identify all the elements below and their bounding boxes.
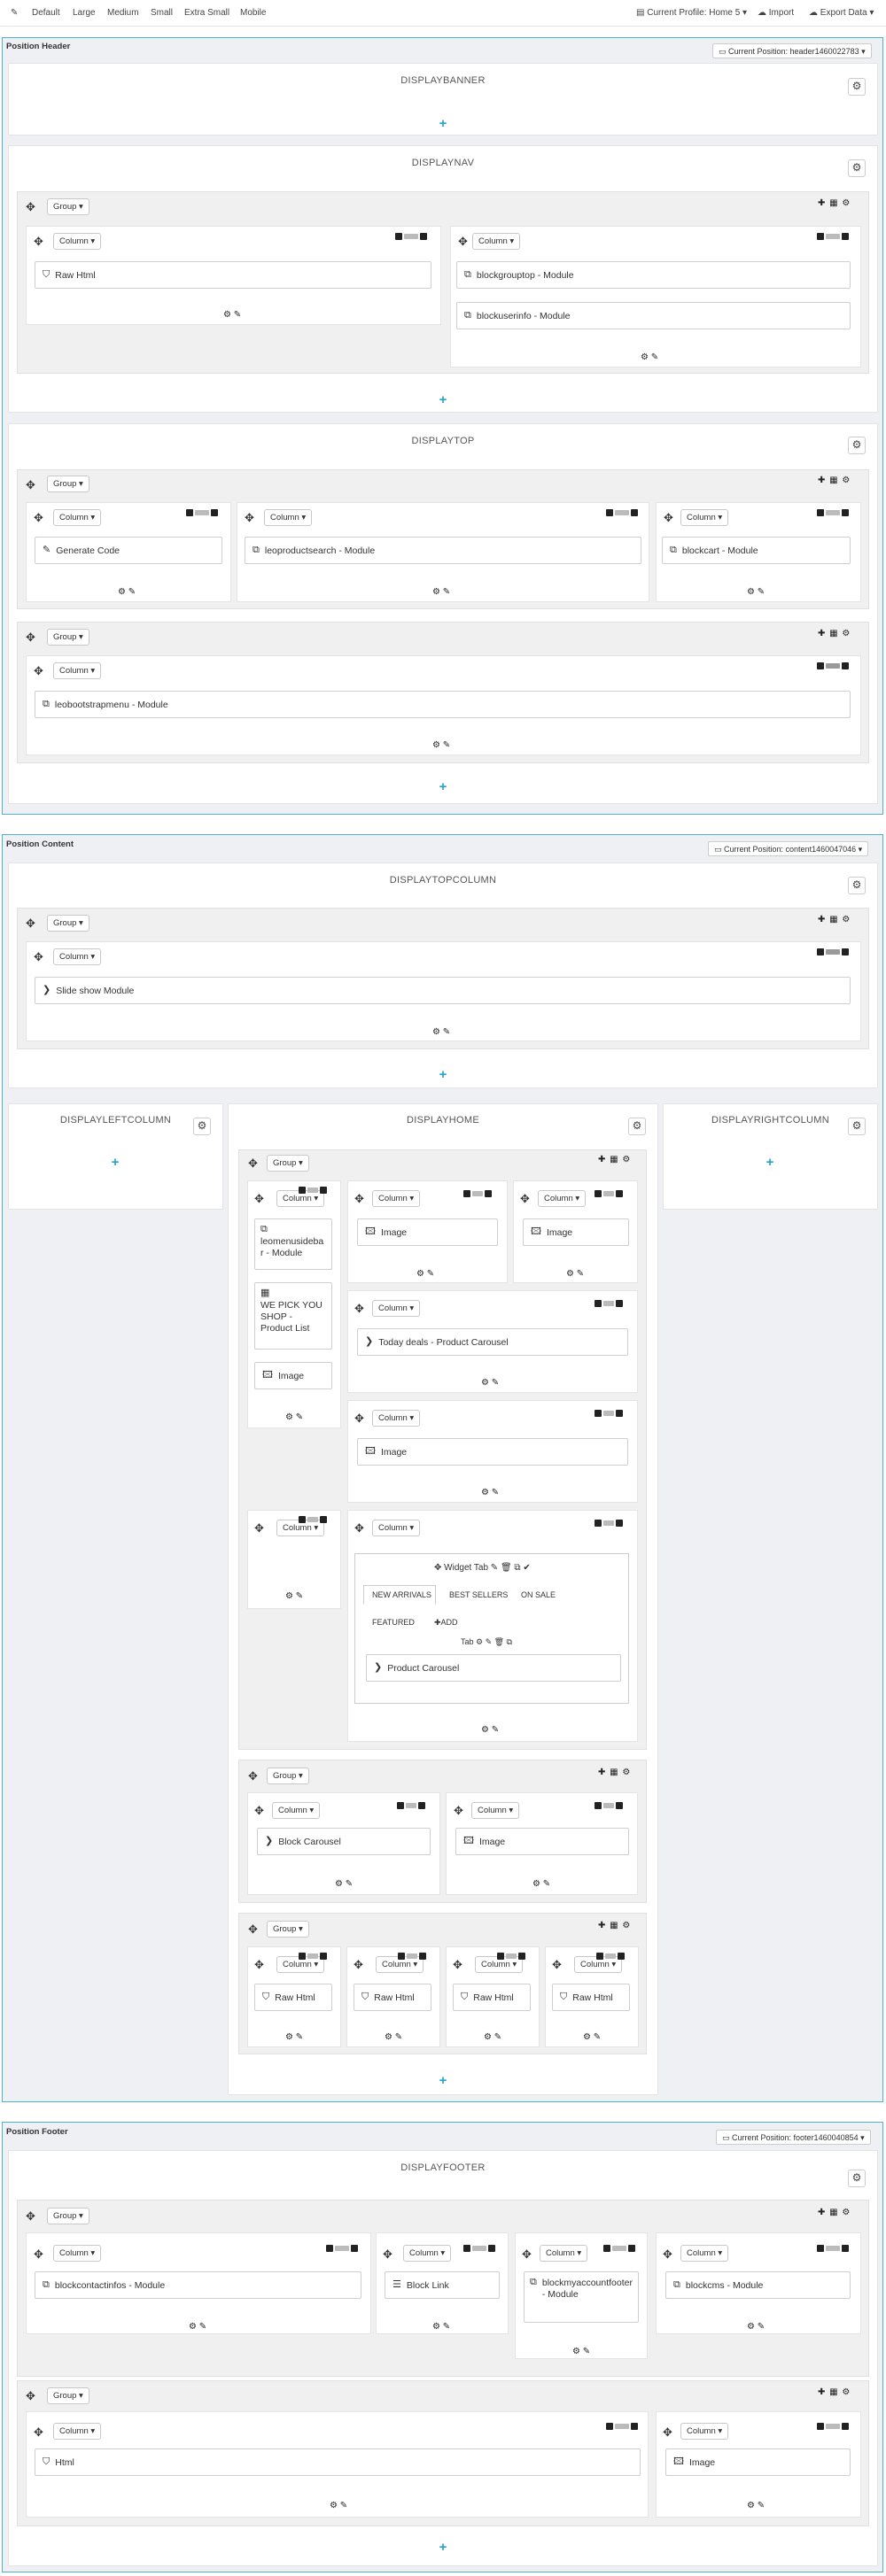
move-icon[interactable]: ✥	[26, 630, 35, 644]
move-icon[interactable]: ✥	[453, 1958, 462, 1971]
hook-title: DISPLAYTOP	[411, 436, 475, 446]
move-icon[interactable]: ✥	[354, 1521, 364, 1535]
group-dropdown[interactable]: Group ▾	[47, 2208, 89, 2224]
column-dropdown[interactable]: Column ▾	[53, 2423, 101, 2440]
html5-icon: ⛉	[461, 1992, 469, 2002]
column-size-tools[interactable]	[595, 1802, 623, 1809]
column-size-tools[interactable]	[603, 2245, 635, 2252]
tab-new-arrivals-label: NEW ARRIVALS	[372, 1590, 431, 1599]
column-size-tools[interactable]	[595, 1410, 623, 1417]
column-dropdown[interactable]: Column ▾	[475, 1956, 523, 1973]
grid-icon: ▦	[260, 1288, 270, 1298]
group-dropdown[interactable]: Group ▾	[47, 198, 89, 215]
group-dropdown[interactable]: Group ▾	[47, 915, 89, 932]
column-size-tools[interactable]	[395, 233, 427, 240]
column-actions-icons[interactable]: ⚙ ✎	[432, 587, 451, 597]
add-group-plus-icon[interactable]: +	[766, 1155, 774, 1170]
edit-icon[interactable]: ✎	[11, 8, 19, 18]
move-icon[interactable]: ✥	[26, 917, 35, 930]
column-dropdown[interactable]: Column ▾	[276, 1190, 324, 1207]
widget-image[interactable]: 🖾 Image	[523, 1218, 629, 1246]
group-tools-icons[interactable]: ✚ ▦ ⚙	[598, 1921, 632, 1930]
column-dropdown[interactable]: Column ▾	[264, 509, 312, 526]
add-group-plus-icon[interactable]: +	[439, 116, 447, 131]
widget-module[interactable]: ⧉ leoproductsearch - Module	[245, 537, 641, 564]
column-size-tools[interactable]	[596, 1953, 625, 1960]
widget-block-link[interactable]: ☰ Block Link	[385, 2271, 500, 2299]
column-dropdown[interactable]: Column ▾	[53, 948, 101, 965]
gear-icon[interactable]: ⚙	[848, 78, 866, 96]
column-actions-icons[interactable]: ⚙ ✎	[747, 2501, 766, 2510]
top-toolbar	[0, 0, 886, 27]
add-group-plus-icon[interactable]: +	[439, 1067, 447, 1082]
size-extra-small-button[interactable]: Extra Small	[184, 8, 230, 18]
column-actions-icons[interactable]: ⚙ ✎	[747, 587, 766, 597]
group-tools-icons[interactable]: ✚ ▦ ⚙	[818, 476, 851, 485]
widget-module[interactable]: ⧉ blockcontactinfos - Module	[35, 2271, 361, 2299]
size-default-button[interactable]: Default	[32, 8, 60, 18]
widget-raw-html[interactable]: ⛉ Raw Html	[254, 1984, 332, 2011]
widget-slideshow[interactable]: ❯ Slide show Module	[35, 977, 851, 1004]
tab-best-sellers[interactable]: BEST SELLERS	[449, 1590, 509, 1599]
module-icon: ⧉	[464, 310, 471, 321]
chevron-right-icon: ❯	[265, 1836, 274, 1846]
hook-title: DISPLAYFOOTER	[400, 2162, 486, 2173]
move-icon[interactable]: ✥	[34, 511, 43, 524]
export-dropdown[interactable]: ☁ Export Data ▾	[809, 8, 874, 18]
html5-icon: ⛉	[361, 1992, 369, 2002]
column-actions-icons[interactable]: ⚙ ✎	[285, 2032, 304, 2042]
column-dropdown[interactable]: Column ▾	[471, 1802, 519, 1819]
profile-dropdown[interactable]: ▤ Current Profile: Home 5 ▾	[636, 8, 748, 18]
tab-tools[interactable]: Tab ⚙ ✎ 🗑 ⧉	[461, 1637, 512, 1646]
column-size-tools[interactable]	[817, 2423, 849, 2430]
image-icon: 🖾	[673, 2456, 684, 2467]
column-size-tools[interactable]	[595, 1300, 623, 1307]
column-size-tools[interactable]	[817, 948, 849, 955]
move-icon[interactable]: ✥	[26, 2209, 35, 2223]
chevron-right-icon: ❯	[374, 1662, 383, 1673]
column-size-tools[interactable]	[186, 509, 218, 516]
widget-image[interactable]: 🖾 Image	[455, 1828, 629, 1855]
column-actions-icons[interactable]: ⚙ ✎	[285, 1591, 304, 1601]
move-icon[interactable]: ✥	[245, 511, 254, 524]
widget-image[interactable]: 🖾 Image	[665, 2448, 851, 2476]
group-dropdown[interactable]: Group ▾	[47, 629, 89, 646]
column-dropdown[interactable]: Column ▾	[276, 1520, 324, 1536]
widget-image[interactable]: 🖾 Image	[357, 1218, 498, 1246]
hook-title: DISPLAYTOPCOLUMN	[389, 875, 497, 886]
module-icon: ⧉	[530, 2277, 537, 2287]
gear-icon[interactable]: ⚙	[628, 1118, 646, 1135]
hook-title: DISPLAYNAV	[411, 158, 475, 168]
column-size-tools[interactable]	[299, 1187, 327, 1194]
group-tools-icons[interactable]: ✚ ▦ ⚙	[598, 1768, 632, 1777]
column-size-tools[interactable]	[299, 1516, 327, 1523]
group-tools-icons[interactable]: ✚ ▦ ⚙	[598, 1155, 632, 1164]
module-icon: ⧉	[43, 2279, 50, 2290]
column-actions-icons[interactable]: ⚙ ✎	[572, 2347, 591, 2356]
move-icon[interactable]: ✥	[248, 1922, 258, 1936]
column-actions-icons[interactable]: ⚙ ✎	[481, 1488, 500, 1497]
chevron-right-icon: ❯	[43, 985, 51, 995]
image-icon: 🖾	[262, 1370, 273, 1381]
module-icon: ⧉	[260, 1224, 268, 1234]
widget-module[interactable]: ⧉ blockmyaccountfooter - Module	[524, 2271, 639, 2323]
module-icon: ⧉	[43, 699, 50, 709]
widget-raw-html[interactable]: ⛉ Raw Html	[354, 1984, 431, 2011]
move-icon[interactable]: ✥	[454, 1804, 463, 1817]
footer-current-position-dropdown[interactable]: ▭ Current Position: footer1460040854 ▾	[716, 2130, 871, 2145]
module-icon: ⧉	[670, 545, 677, 555]
html5-icon: ⛉	[43, 269, 51, 280]
chevron-right-icon: ❯	[365, 1336, 374, 1347]
move-icon[interactable]: ✥	[354, 1412, 364, 1425]
move-icon[interactable]: ✥	[34, 235, 43, 248]
column-actions-icons[interactable]: ⚙ ✎	[641, 352, 659, 362]
column-dropdown[interactable]: Column ▾	[372, 1410, 420, 1427]
column-actions-icons[interactable]: ⚙ ✎	[481, 1725, 500, 1735]
hook-title: DISPLAYRIGHTCOLUMN	[711, 1115, 829, 1126]
move-icon[interactable]: ✥	[254, 1958, 264, 1971]
header-current-position-dropdown[interactable]: ▭ Current Position: header1460022783 ▾	[712, 43, 872, 58]
position-header-label: Position Header	[6, 42, 71, 51]
import-button[interactable]: ☁ Import	[758, 8, 795, 18]
column-size-tools[interactable]	[595, 1190, 623, 1197]
column-actions-icons[interactable]: ⚙ ✎	[583, 2032, 602, 2042]
move-icon[interactable]: ✥	[664, 511, 673, 524]
column-dropdown[interactable]: Column ▾	[53, 509, 101, 526]
move-icon[interactable]: ✥	[248, 1769, 258, 1783]
move-icon[interactable]: ✥	[663, 2247, 672, 2261]
move-icon[interactable]: ✥	[34, 950, 43, 963]
move-icon[interactable]: ✥	[520, 1192, 530, 1205]
widget-html[interactable]: ⛉ Html	[35, 2448, 641, 2476]
move-icon[interactable]: ✥	[522, 2247, 532, 2261]
column-actions-icons[interactable]: ⚙ ✎	[223, 310, 242, 320]
module-icon: ⧉	[253, 545, 260, 555]
column-dropdown[interactable]: Column ▾	[372, 1190, 420, 1207]
column-dropdown[interactable]: Column ▾	[574, 1956, 622, 1973]
add-tab-button[interactable]: ✚ADD	[434, 1618, 458, 1627]
widget-product-carousel[interactable]: ❯ Product Carousel	[366, 1654, 621, 1682]
column-actions-icons[interactable]: ⚙ ✎	[416, 1269, 435, 1279]
column-size-tools[interactable]	[463, 2245, 495, 2252]
size-small-button[interactable]: Small	[151, 8, 174, 18]
image-icon: 🖾	[365, 1226, 376, 1237]
column-size-tools[interactable]	[817, 509, 849, 516]
column-dropdown[interactable]: Column ▾	[53, 662, 101, 679]
gear-icon[interactable]: ⚙	[848, 2170, 866, 2187]
widget-image[interactable]: 🖾 Image	[357, 1438, 628, 1466]
column-dropdown[interactable]: Column ▾	[540, 2245, 587, 2262]
group-tools-icons[interactable]: ✚ ▦ ⚙	[818, 198, 851, 208]
move-icon[interactable]: ✥	[26, 2389, 35, 2402]
move-icon[interactable]: ✥	[34, 2425, 43, 2439]
group-tools-icons[interactable]: ✚ ▦ ⚙	[818, 2387, 851, 2397]
widget-image[interactable]: 🖾 Image	[254, 1362, 332, 1389]
column-actions-icons[interactable]: ⚙ ✎	[432, 1027, 451, 1037]
list-icon: ☰	[392, 2279, 401, 2290]
column-actions-icons[interactable]: ⚙ ✎	[335, 1879, 354, 1889]
column-actions-icons[interactable]: ⚙ ✎	[118, 587, 136, 597]
move-icon[interactable]: ✥	[34, 664, 43, 677]
column-actions-icons[interactable]: ⚙ ✎	[532, 1879, 551, 1889]
add-group-plus-icon[interactable]: +	[439, 779, 447, 794]
widget-raw-html[interactable]: ⛉ Raw Html	[552, 1984, 630, 2011]
column-dropdown[interactable]: Column ▾	[680, 509, 728, 526]
hook-title: DISPLAYBANNER	[400, 75, 486, 86]
column-size-tools[interactable]	[463, 1190, 492, 1197]
column-actions-icons[interactable]: ⚙ ✎	[481, 1378, 500, 1388]
column-dropdown[interactable]: Column ▾	[372, 1520, 420, 1536]
column-dropdown[interactable]: Column ▾	[276, 1956, 324, 1973]
group-tools-icons[interactable]: ✚ ▦ ⚙	[818, 915, 851, 924]
widget-module[interactable]: ⧉ blockgrouptop - Module	[456, 261, 851, 289]
move-icon[interactable]: ✥	[354, 1958, 363, 1971]
hook-title: DISPLAYHOME	[407, 1115, 479, 1126]
column-dropdown[interactable]: Column ▾	[272, 1802, 320, 1819]
move-icon[interactable]: ✥	[354, 1302, 364, 1315]
column-dropdown[interactable]: Column ▾	[472, 233, 520, 250]
group-dropdown[interactable]: Group ▾	[47, 2387, 89, 2404]
tab-on-sale[interactable]: ON SALE	[521, 1590, 556, 1599]
content-current-position-dropdown[interactable]: ▭ Current Position: content1460047046 ▾	[708, 841, 868, 856]
add-group-plus-icon[interactable]: +	[439, 2073, 447, 2088]
move-icon[interactable]: ✥	[254, 1521, 264, 1535]
move-icon[interactable]: ✥	[552, 1958, 562, 1971]
column-actions-icons[interactable]: ⚙ ✎	[285, 1412, 304, 1422]
group-dropdown[interactable]: Group ▾	[47, 476, 89, 492]
widget-module[interactable]: ⧉ leobootstrapmenu - Module	[35, 691, 851, 718]
gear-icon[interactable]: ⚙	[193, 1118, 211, 1135]
group-dropdown[interactable]: Group ▾	[267, 1768, 309, 1784]
widget-module[interactable]: ⧉ blockcart - Module	[662, 537, 851, 564]
move-icon[interactable]: ✥	[254, 1192, 264, 1205]
column-size-tools[interactable]	[397, 1802, 425, 1809]
column-size-tools[interactable]	[326, 2245, 358, 2252]
group-tools-icons[interactable]: ✚ ▦ ⚙	[818, 2208, 851, 2217]
widget-raw-html[interactable]: ⛉ Raw Html	[453, 1984, 531, 2011]
group-tools-icons[interactable]: ✚ ▦ ⚙	[818, 629, 851, 638]
widget-module[interactable]: ⧉ blockuserinfo - Module	[456, 302, 851, 329]
column-size-tools[interactable]	[299, 1953, 327, 1960]
column-dropdown[interactable]: Column ▾	[372, 1300, 420, 1317]
column-size-tools[interactable]	[606, 509, 638, 516]
hook-title: DISPLAYLEFTCOLUMN	[59, 1115, 172, 1126]
column-size-tools[interactable]	[817, 662, 849, 669]
column-size-tools[interactable]	[398, 1953, 426, 1960]
column-dropdown[interactable]: Column ▾	[680, 2245, 728, 2262]
move-icon[interactable]: ✥	[458, 235, 468, 248]
gear-icon[interactable]: ⚙	[848, 159, 866, 177]
column-actions-icons[interactable]: ⚙ ✎	[189, 2322, 207, 2332]
module-icon: ⧉	[464, 269, 471, 280]
widget-generate-code[interactable]: ✎ Generate Code	[35, 537, 222, 564]
move-icon[interactable]: ✥	[663, 2425, 672, 2439]
add-group-plus-icon[interactable]: +	[439, 2540, 447, 2555]
move-icon[interactable]: ✥	[26, 200, 35, 213]
widget-module[interactable]: ⧉ blockcms - Module	[665, 2271, 851, 2299]
group-dropdown[interactable]: Group ▾	[267, 1921, 309, 1938]
position-content-label: Position Content	[6, 839, 74, 849]
column-actions-icons[interactable]: ⚙ ✎	[432, 740, 451, 750]
column-size-tools[interactable]	[497, 1953, 525, 1960]
widget-tab-header[interactable]: ✥ Widget Tab ✎ 🗑 ⧉ ✔	[434, 1563, 531, 1573]
move-icon[interactable]: ✥	[248, 1156, 258, 1170]
image-icon: 🖾	[365, 1446, 376, 1457]
widget-module[interactable]: ⧉ leomenusidebar - Module	[254, 1218, 332, 1270]
add-group-plus-icon[interactable]: +	[111, 1155, 120, 1170]
html5-icon: ⛉	[43, 2456, 51, 2467]
column-actions-icons[interactable]: ⚙ ✎	[566, 1269, 585, 1279]
column-actions-icons[interactable]: ⚙ ✎	[432, 2322, 451, 2332]
column-dropdown[interactable]: Column ▾	[53, 233, 101, 250]
add-group-plus-icon[interactable]: +	[439, 392, 447, 407]
tab-featured[interactable]: FEATURED	[372, 1618, 415, 1627]
column-dropdown[interactable]: Column ▾	[403, 2245, 451, 2262]
column-actions-icons[interactable]: ⚙ ✎	[330, 2501, 348, 2510]
move-icon[interactable]: ✥	[254, 1804, 264, 1817]
image-icon: 🖾	[531, 1226, 541, 1237]
move-icon[interactable]: ✥	[383, 2247, 392, 2261]
column-size-tools[interactable]	[595, 1520, 623, 1527]
html5-icon: ⛉	[262, 1992, 270, 2002]
move-icon[interactable]: ✥	[34, 2247, 43, 2261]
move-icon[interactable]: ✥	[26, 478, 35, 491]
column-actions-icons[interactable]: ⚙ ✎	[747, 2322, 766, 2332]
edit-icon: ✎	[43, 545, 51, 555]
column-size-tools[interactable]	[817, 233, 849, 240]
widget-product-list[interactable]: ▦ WE PICK YOU SHOP - Product List	[254, 1282, 332, 1350]
html5-icon: ⛉	[560, 1992, 568, 2002]
column-size-tools[interactable]	[817, 2245, 849, 2252]
gear-icon[interactable]: ⚙	[848, 437, 866, 454]
module-icon: ⧉	[673, 2279, 680, 2290]
image-icon: 🖾	[463, 1836, 474, 1846]
gear-icon[interactable]: ⚙	[848, 1118, 866, 1135]
column-actions-icons[interactable]: ⚙ ✎	[385, 2032, 403, 2042]
widget-product-carousel[interactable]: ❯ Today deals - Product Carousel	[357, 1328, 628, 1356]
column-dropdown[interactable]: Column ▾	[680, 2423, 728, 2440]
move-icon[interactable]: ✥	[354, 1192, 364, 1205]
group-dropdown[interactable]: Group ▾	[267, 1155, 309, 1172]
column-dropdown[interactable]: Column ▾	[538, 1190, 586, 1207]
position-footer-label: Position Footer	[6, 2127, 68, 2137]
widget-block-carousel[interactable]: ❯ Block Carousel	[257, 1828, 431, 1855]
column-actions-icons[interactable]: ⚙ ✎	[484, 2032, 502, 2042]
size-mobile-button[interactable]: Mobile	[240, 8, 267, 18]
column-size-tools[interactable]	[606, 2423, 638, 2430]
column-dropdown[interactable]: Column ▾	[376, 1956, 424, 1973]
widget-raw-html[interactable]: ⛉ Raw Html	[35, 261, 431, 289]
column-dropdown[interactable]: Column ▾	[53, 2245, 101, 2262]
gear-icon[interactable]: ⚙	[848, 877, 866, 894]
size-medium-button[interactable]: Medium	[107, 8, 139, 18]
size-large-button[interactable]: Large	[73, 8, 96, 18]
